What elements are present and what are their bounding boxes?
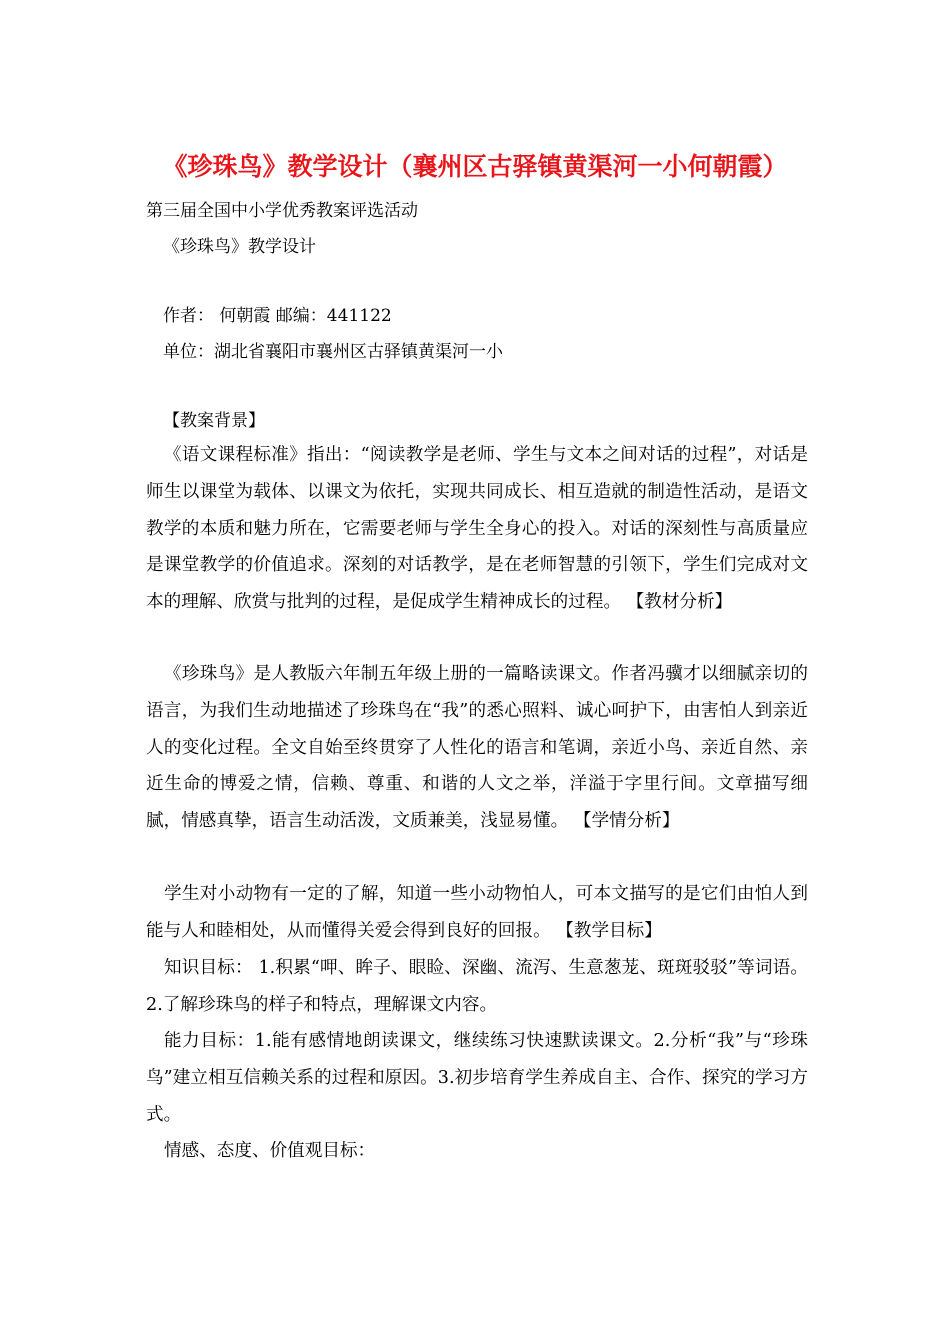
subtitle-line: 《珍珠鸟》教学设计 bbox=[163, 237, 316, 257]
background-text: 《语文课程标准》指出：“阅读教学是老师、学生与文本之间对话的过程”，对话是师生以课堂为载体、以课文为依托，实现共同成长、相互造就的制造性活动，是语文教学的本质和魅力所在，它需要老师与学生全身心的投入。对话的深刻性与高质量应是课堂教学的价值追求。深刻的对话教学，是在老师智慧的引领下，学生们完成对文本的理解、欣赏与批判的过程，是促成学生精神成长的过程。 bbox=[146, 445, 808, 613]
section-heading-material: 【教材分析】 bbox=[626, 592, 733, 613]
unit-line: 单位：湖北省襄阳市襄州区古驿镇黄渠河一小 bbox=[163, 342, 503, 362]
material-paragraph bbox=[146, 656, 808, 840]
section-heading-students: 【学情分析】 bbox=[573, 811, 680, 832]
material-text: 《珍珠鸟》是人教版六年制五年级上册的一篇略读课文。作者冯骥才以细腻亲切的语言，为我们生动地描述了珍珠鸟在“我”的悉心照料、诚心呵护下，由害怕人到亲近人的变化过程。全文自始至终贯穿了人性化的语言和笔调，亲近小鸟、亲近自然、亲近生命的博爱之情，信赖、尊重、和谐的人文之举，洋溢于字里行间。文章描写细腻，情感真挚，语言生动活泼，文质兼美，浅显易懂。 bbox=[146, 664, 808, 832]
ability-goal-paragraph: 能力目标：1.能有感情地朗读课文，继续练习快速默读课文。2.分析“我”与“珍珠鸟”建立相互信赖关系的过程和原因。3.初步培育学生养成自主、合作、探究的学习方式。 bbox=[146, 1031, 808, 1125]
author-line: 作者： 何朝霞 邮编：441122 bbox=[163, 306, 392, 326]
section-heading-background: 【教案背景】 bbox=[163, 411, 265, 431]
background-paragraph bbox=[146, 437, 808, 621]
students-text: 学生对小动物有一定的了解，知道一些小动物怕人，可本文描写的是它们由怕人到能与人和睦相处，从而懂得关爱会得到良好的回报。 bbox=[146, 884, 808, 941]
students-paragraph bbox=[146, 876, 808, 950]
event-line: 第三届全国中小学优秀教案评选活动 bbox=[146, 201, 418, 221]
document-title: 《珍珠鸟》教学设计（襄州区古驿镇黄渠河一小何朝霞） bbox=[162, 152, 788, 181]
knowledge-goal-paragraph: 知识目标： 1.积累“呷、眸子、眼睑、深幽、流泻、生意葱茏、斑斑驳驳”等词语。2.了解珍珠鸟的样子和特点，理解课文内容。 bbox=[146, 958, 808, 1015]
emotion-goal-paragraph: 情感、态度、价值观目标： bbox=[164, 1141, 376, 1161]
section-heading-goals: 【教学目标】 bbox=[556, 920, 662, 941]
